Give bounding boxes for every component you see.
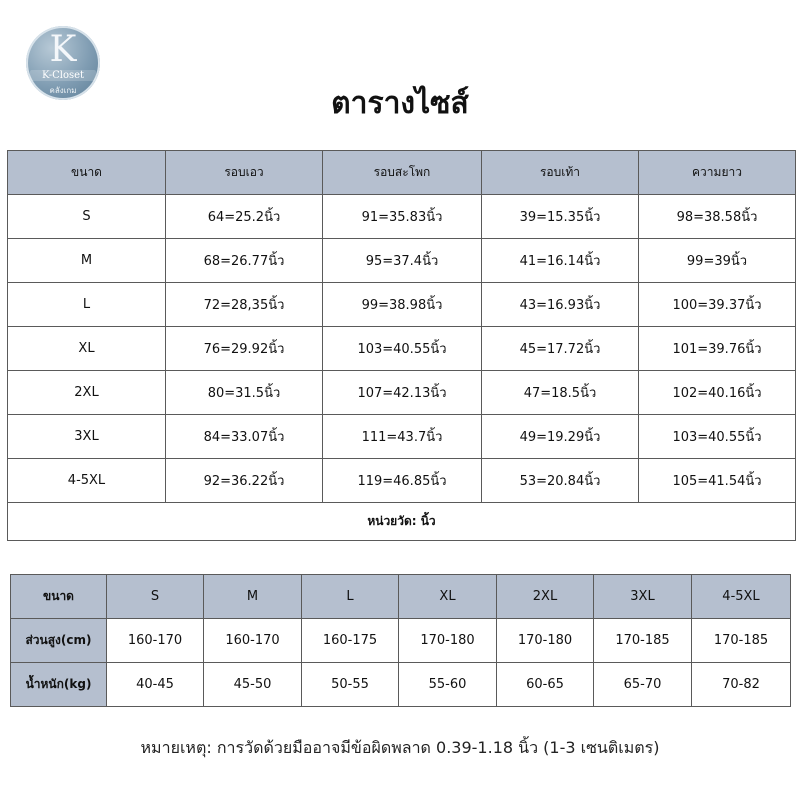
fit-range-cell: 60-65 bbox=[497, 663, 594, 707]
size-chart-row bbox=[8, 327, 796, 371]
measurement-cell: 103=40.55นิ้ว bbox=[639, 415, 796, 459]
header-leg-opening: รอบเท้า bbox=[482, 151, 639, 195]
fit-range-cell: 170-180 bbox=[497, 619, 594, 663]
measurement-cell: 119=46.85นิ้ว bbox=[323, 459, 482, 503]
measurement-cell: 95=37.4นิ้ว bbox=[323, 239, 482, 283]
fit-range-cell: 45-50 bbox=[204, 663, 302, 707]
fit-row-label: น้ำหนัก(kg) bbox=[11, 663, 107, 707]
fit-header-size-option: XL bbox=[399, 575, 497, 619]
measurement-cell: 111=43.7นิ้ว bbox=[323, 415, 482, 459]
fit-range-cell: 170-185 bbox=[692, 619, 791, 663]
fit-range-cell: 170-180 bbox=[399, 619, 497, 663]
fit-range-cell: 65-70 bbox=[594, 663, 692, 707]
size-chart-row bbox=[8, 195, 796, 239]
fit-header-size-option: 2XL bbox=[497, 575, 594, 619]
logo-name: K-Closet bbox=[30, 70, 96, 81]
measurement-cell: 53=20.84นิ้ว bbox=[482, 459, 639, 503]
fit-range-cell: 160-170 bbox=[107, 619, 204, 663]
unit-note-row bbox=[8, 503, 796, 541]
fit-header-size-option: 3XL bbox=[594, 575, 692, 619]
fit-header-size: ขนาด bbox=[11, 575, 107, 619]
measurement-cell: 101=39.76นิ้ว bbox=[639, 327, 796, 371]
measurement-cell: 84=33.07นิ้ว bbox=[166, 415, 323, 459]
measurement-cell: 107=42.13นิ้ว bbox=[323, 371, 482, 415]
measurement-note: หมายเหตุ: การวัดด้วยมืออาจมีข้อผิดพลาด 0.39-1.18 นิ้ว (1-3 เซนติเมตร) bbox=[140, 738, 660, 757]
header-waist: รอบเอว bbox=[166, 151, 323, 195]
size-label-cell: XL bbox=[8, 327, 166, 371]
header-length: ความยาว bbox=[639, 151, 796, 195]
measurement-cell: 68=26.77นิ้ว bbox=[166, 239, 323, 283]
measurement-cell: 41=16.14นิ้ว bbox=[482, 239, 639, 283]
size-label-cell: 4-5XL bbox=[8, 459, 166, 503]
measurement-cell: 99=38.98นิ้ว bbox=[323, 283, 482, 327]
fit-guide-row bbox=[11, 663, 791, 707]
unit-note: หน่วยวัด: นิ้ว bbox=[8, 503, 796, 541]
size-chart-row bbox=[8, 459, 796, 503]
size-label-cell: S bbox=[8, 195, 166, 239]
measurement-cell: 102=40.16นิ้ว bbox=[639, 371, 796, 415]
size-label-cell: L bbox=[8, 283, 166, 327]
fit-range-cell: 170-185 bbox=[594, 619, 692, 663]
size-chart-row bbox=[8, 371, 796, 415]
measurement-cell: 43=16.93นิ้ว bbox=[482, 283, 639, 327]
measurement-cell: 100=39.37นิ้ว bbox=[639, 283, 796, 327]
fit-range-cell: 55-60 bbox=[399, 663, 497, 707]
fit-guide-table bbox=[10, 574, 791, 707]
fit-guide-header-row bbox=[11, 575, 791, 619]
measurement-cell: 92=36.22นิ้ว bbox=[166, 459, 323, 503]
size-chart-header-row bbox=[8, 151, 796, 195]
measurement-cell: 103=40.55นิ้ว bbox=[323, 327, 482, 371]
fit-header-size-option: 4-5XL bbox=[692, 575, 791, 619]
size-chart-row bbox=[8, 239, 796, 283]
measurement-cell: 45=17.72นิ้ว bbox=[482, 327, 639, 371]
size-label-cell: M bbox=[8, 239, 166, 283]
measurement-cell: 49=19.29นิ้ว bbox=[482, 415, 639, 459]
measurement-cell: 64=25.2นิ้ว bbox=[166, 195, 323, 239]
measurement-cell: 91=35.83นิ้ว bbox=[323, 195, 482, 239]
size-chart-row bbox=[8, 283, 796, 327]
fit-range-cell: 70-82 bbox=[692, 663, 791, 707]
header-size: ขนาด bbox=[8, 151, 166, 195]
fit-header-size-option: M bbox=[204, 575, 302, 619]
fit-range-cell: 50-55 bbox=[302, 663, 399, 707]
fit-header-size-option: S bbox=[107, 575, 204, 619]
fit-header-size-option: L bbox=[302, 575, 399, 619]
measurement-cell: 98=38.58นิ้ว bbox=[639, 195, 796, 239]
fit-range-cell: 160-175 bbox=[302, 619, 399, 663]
logo-subtext: คลังเกม bbox=[49, 86, 77, 95]
measurement-cell: 99=39นิ้ว bbox=[639, 239, 796, 283]
header-hip: รอบสะโพก bbox=[323, 151, 482, 195]
measurement-cell: 80=31.5นิ้ว bbox=[166, 371, 323, 415]
fit-guide-row bbox=[11, 619, 791, 663]
size-label-cell: 2XL bbox=[8, 371, 166, 415]
measurement-cell: 39=15.35นิ้ว bbox=[482, 195, 639, 239]
fit-range-cell: 40-45 bbox=[107, 663, 204, 707]
size-label-cell: 3XL bbox=[8, 415, 166, 459]
fit-row-label: ส่วนสูง(cm) bbox=[11, 619, 107, 663]
measurement-cell: 76=29.92นิ้ว bbox=[166, 327, 323, 371]
logo-letter: K bbox=[49, 29, 77, 70]
fit-range-cell: 160-170 bbox=[204, 619, 302, 663]
measurement-cell: 105=41.54นิ้ว bbox=[639, 459, 796, 503]
size-chart-row bbox=[8, 415, 796, 459]
size-chart-table bbox=[7, 150, 796, 541]
measurement-cell: 47=18.5นิ้ว bbox=[482, 371, 639, 415]
measurement-cell: 72=28,35นิ้ว bbox=[166, 283, 323, 327]
page-title: ตารางไซส์ bbox=[331, 86, 469, 121]
